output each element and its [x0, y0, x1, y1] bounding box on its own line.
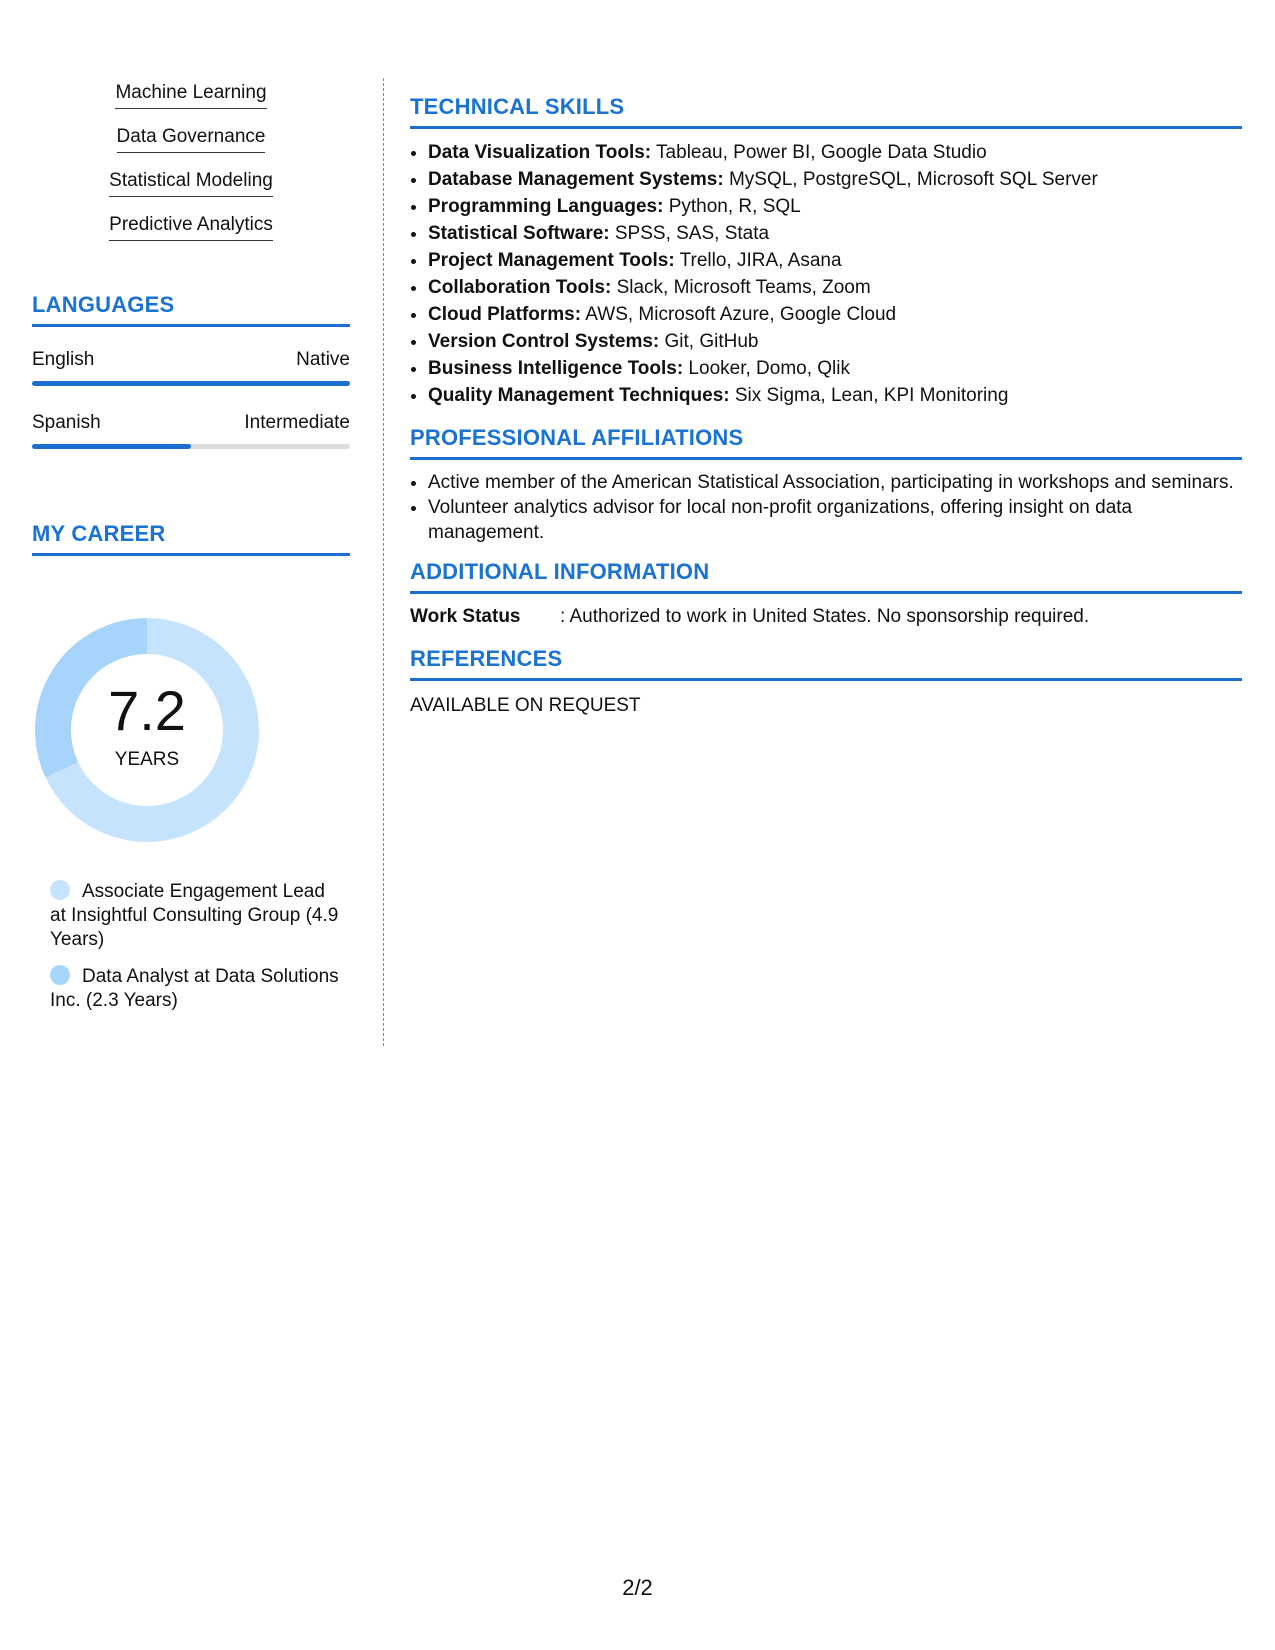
skill-label: Project Management Tools:	[428, 250, 675, 271]
skill-label: Collaboration Tools:	[428, 277, 612, 298]
career-section	[32, 521, 350, 556]
list-item: • Active member of the American Statistical Association, participating in workshops and seminars.	[428, 470, 1242, 495]
skill-tag: Predictive Analytics	[109, 214, 273, 241]
skill-label: Database Management Systems:	[428, 169, 724, 190]
language-item	[32, 412, 350, 449]
skill-value: Python, R, SQL	[663, 196, 801, 217]
skill-tags	[32, 82, 350, 258]
skill-value: Tableau, Power BI, Google Data Studio	[651, 142, 987, 163]
list-item	[428, 166, 1242, 193]
list-item	[428, 247, 1242, 274]
career-legend-item	[50, 880, 340, 952]
skill-tag: Statistical Modeling	[109, 170, 273, 197]
career-donut-chart	[32, 615, 262, 845]
skill-label: Version Control Systems:	[428, 331, 660, 352]
language-name: English	[32, 349, 95, 370]
list-item	[428, 274, 1242, 301]
list-item	[428, 193, 1242, 220]
career-unit: YEARS	[114, 749, 180, 770]
skill-tag: Machine Learning	[115, 82, 266, 109]
references-title: REFERENCES	[410, 646, 1242, 681]
technical-skills-list	[410, 139, 1242, 409]
skill-value: SPSS, SAS, Stata	[609, 223, 770, 244]
career-item-label: Data Analyst at Data Solutions Inc. (2.3 Years)	[50, 966, 339, 1011]
list-item	[428, 328, 1242, 355]
skill-label: Quality Management Techniques:	[428, 385, 730, 406]
skill-tag: Data Governance	[117, 126, 266, 153]
languages-title: LANGUAGES	[32, 292, 350, 327]
page-number: 2/2	[622, 1575, 653, 1600]
references-text: AVAILABLE ON REQUEST	[410, 695, 641, 716]
affiliations-list	[410, 470, 1242, 545]
language-bar	[32, 444, 350, 449]
skill-value: Looker, Domo, Qlik	[683, 358, 850, 379]
language-bar-fill	[32, 444, 191, 449]
list-item	[428, 355, 1242, 382]
career-legend	[50, 880, 340, 1026]
sidebar	[32, 82, 350, 556]
languages-section	[32, 292, 350, 449]
career-legend-item	[50, 965, 340, 1013]
skill-value: Slack, Microsoft Teams, Zoom	[611, 277, 871, 298]
additional-info-title: ADDITIONAL INFORMATION	[410, 559, 1242, 594]
skill-label: Statistical Software:	[428, 223, 610, 244]
skill-value: Git, GitHub	[659, 331, 759, 352]
legend-dot-icon	[50, 965, 70, 985]
language-level: Intermediate	[244, 412, 350, 433]
language-item	[32, 349, 350, 386]
main-content	[410, 94, 1242, 717]
list-item	[428, 382, 1242, 409]
skill-label: Data Visualization Tools:	[428, 142, 652, 163]
skill-value: AWS, Microsoft Azure, Google Cloud	[581, 304, 897, 325]
skill-label: Business Intelligence Tools:	[428, 358, 684, 379]
legend-dot-icon	[50, 880, 70, 900]
skill-label: Cloud Platforms:	[428, 304, 582, 325]
language-level: Native	[296, 349, 350, 370]
column-divider	[383, 78, 384, 1046]
list-item: • Volunteer analytics advisor for local non-profit organizations, offering insight on data management.	[428, 495, 1242, 545]
language-bar-fill	[32, 381, 350, 386]
skill-value: Six Sigma, Lean, KPI Monitoring	[729, 385, 1009, 406]
career-title: MY CAREER	[32, 521, 350, 556]
work-status-label: Work Status	[410, 606, 521, 627]
list-item	[428, 301, 1242, 328]
list-item	[428, 139, 1242, 166]
language-bar	[32, 381, 350, 386]
work-status-value: : Authorized to work in United States. No sponsorship required.	[560, 606, 1090, 627]
skill-value: Trello, JIRA, Asana	[674, 250, 842, 271]
career-total: 7.2	[108, 679, 186, 742]
technical-skills-title: TECHNICAL SKILLS	[410, 94, 1242, 129]
career-item-label: Associate Engagement Lead at Insightful Consulting Group (4.9 Years)	[50, 881, 339, 950]
skill-value: MySQL, PostgreSQL, Microsoft SQL Server	[723, 169, 1098, 190]
skill-label: Programming Languages:	[428, 196, 664, 217]
list-item	[428, 220, 1242, 247]
language-name: Spanish	[32, 412, 101, 433]
affiliations-title: PROFESSIONAL AFFILIATIONS	[410, 425, 1242, 460]
work-status-row	[410, 604, 1242, 630]
